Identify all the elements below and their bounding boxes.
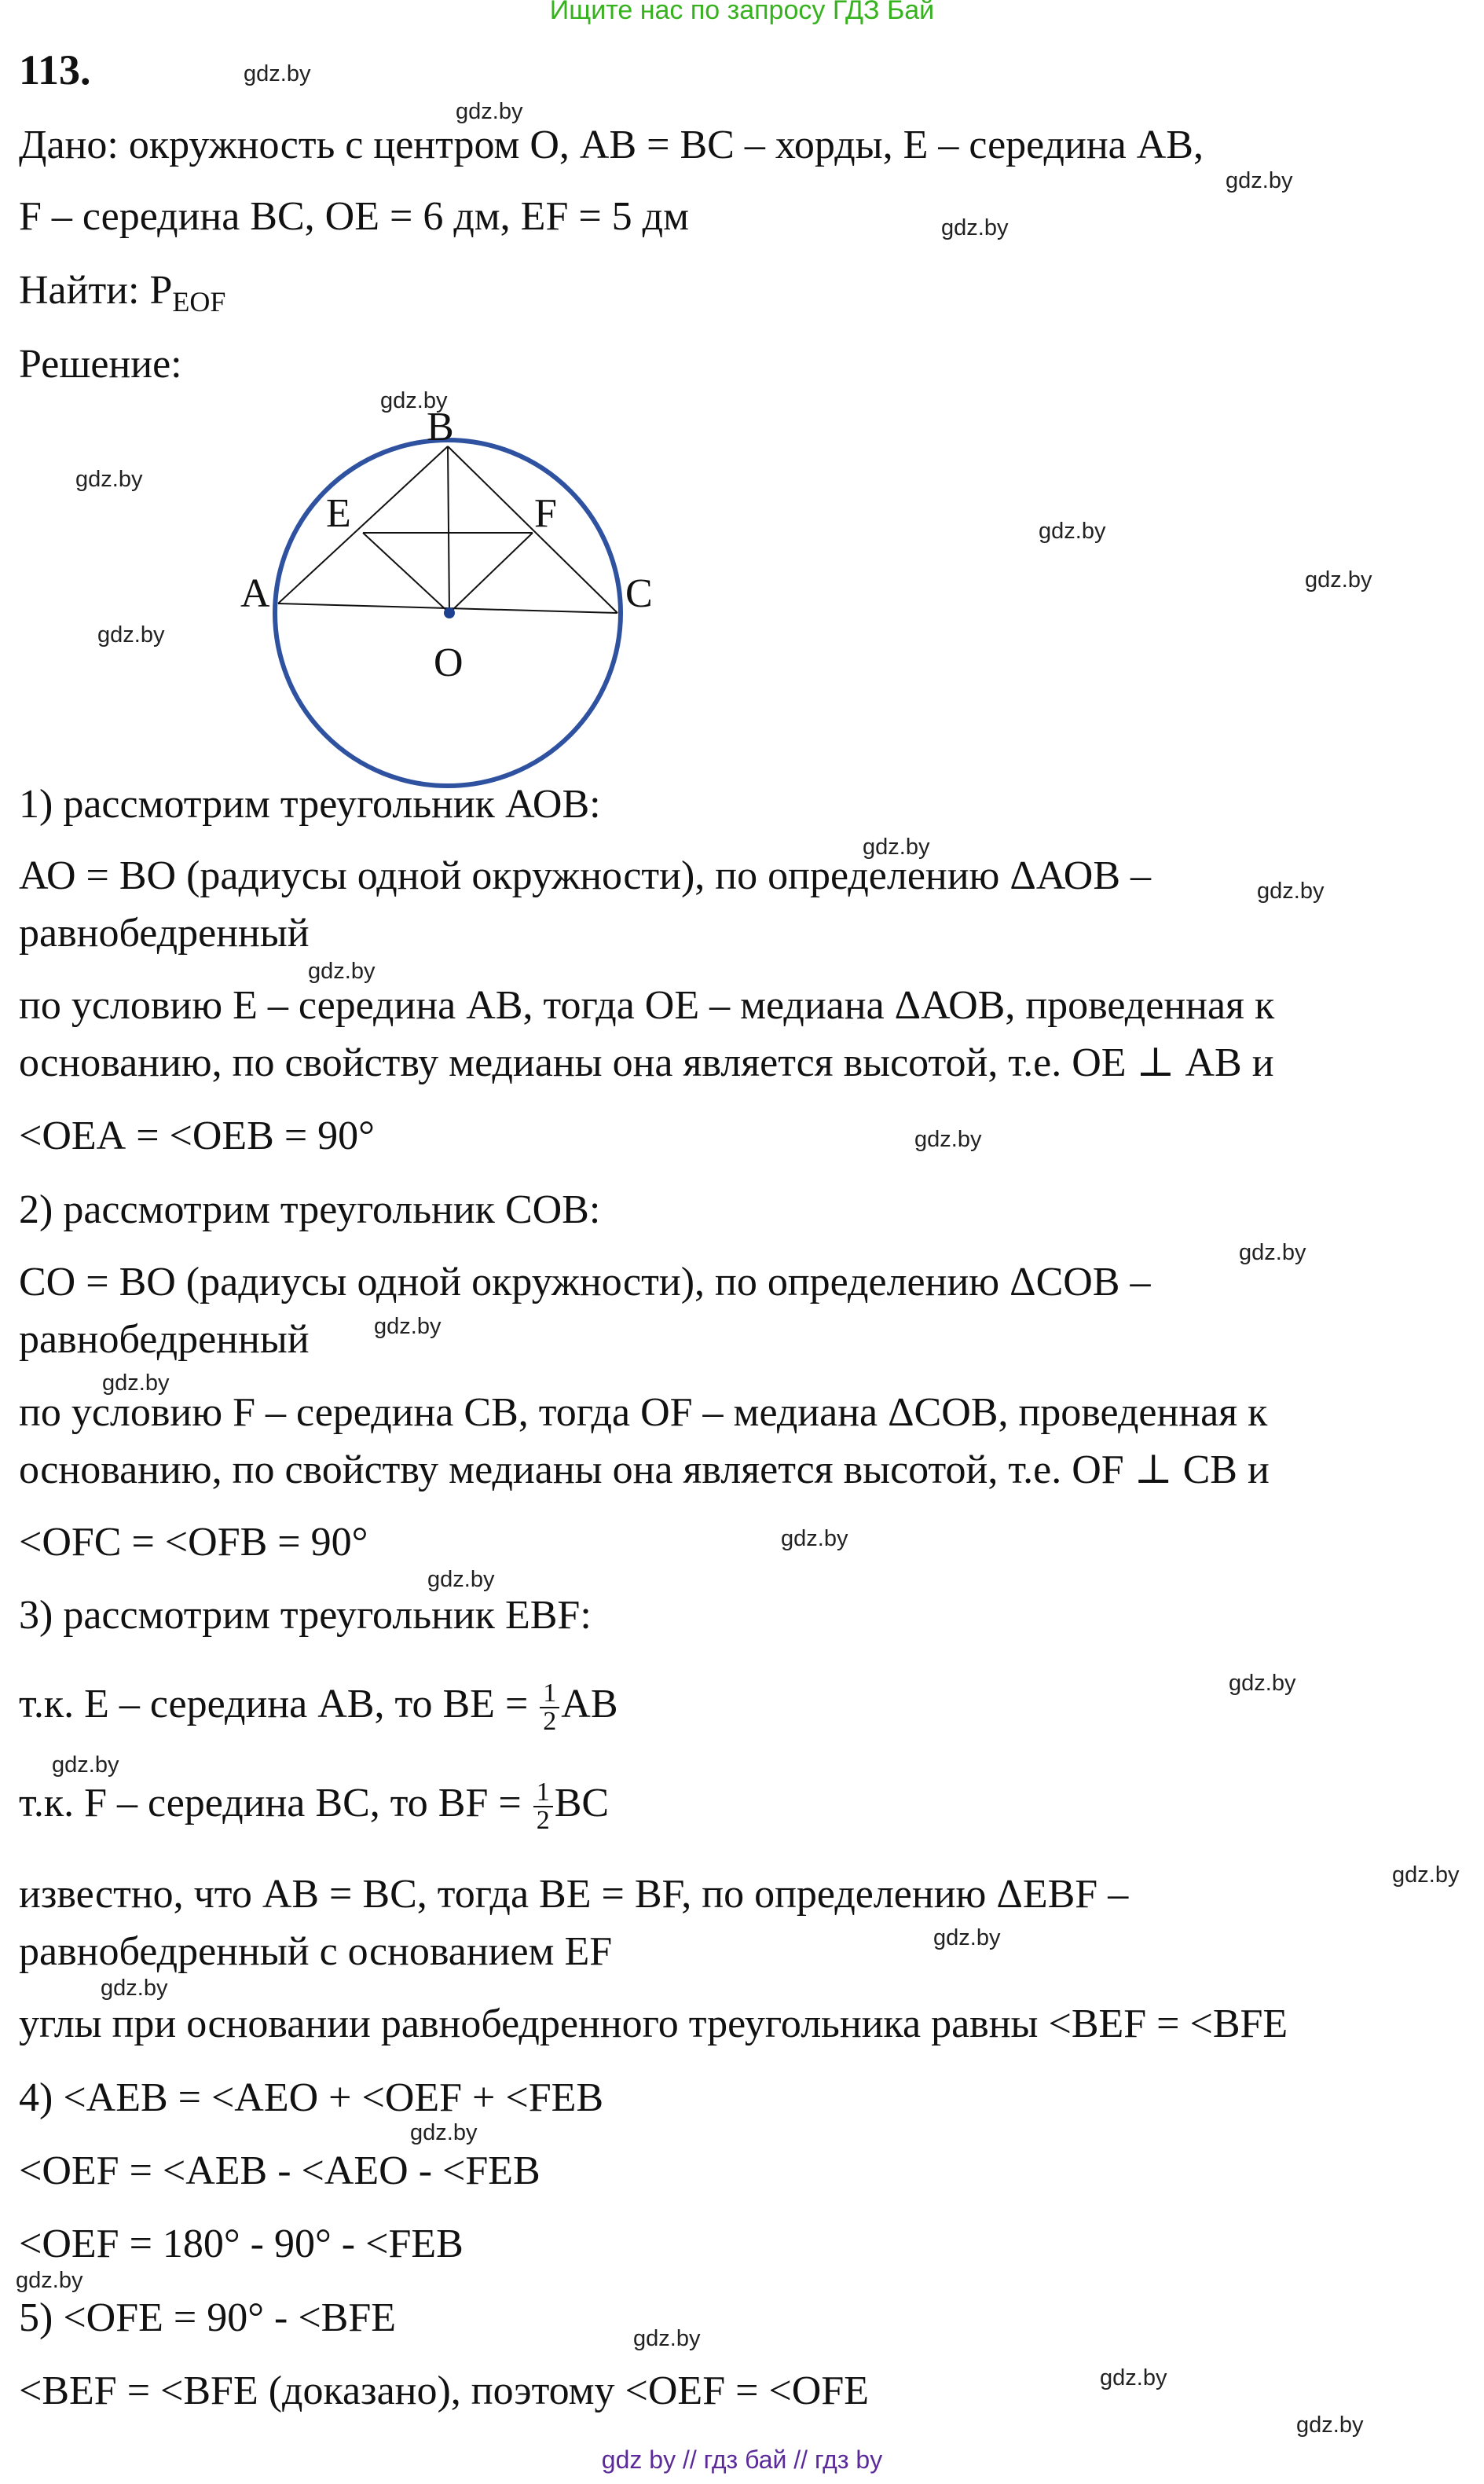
segment-bo (448, 446, 449, 613)
step3-line-1-end: АВ (561, 1681, 618, 1726)
watermark: gdz.by (1229, 1671, 1296, 1696)
watermark: gdz.by (914, 1127, 982, 1152)
label-f: F (534, 491, 557, 536)
watermark: gdz.by (1039, 519, 1106, 544)
step2-line-2: равнобедренный (19, 1317, 310, 1362)
step1-line-3: по условию Е – середина АВ, тогда ОЕ – медиана ΔАОВ, проведенная к (19, 983, 1275, 1028)
step3-line-2-text: т.к. F – середина ВС, то ВF = (19, 1780, 522, 1825)
watermark: gdz.by (374, 1314, 442, 1339)
step4-line-2: <OEF = <AEB - <AEO - <FEB (19, 2148, 540, 2193)
watermark: gdz.by (1226, 168, 1293, 193)
step2-line-4: основанию, по свойству медианы она является высотой, т.е. OF ⊥ CB и (19, 1447, 1270, 1492)
watermark: gdz.by (380, 388, 448, 413)
label-b: B (427, 405, 454, 449)
fraction-half (540, 1680, 559, 1735)
solution-label: Решение: (19, 342, 182, 387)
step3-line-2 (19, 1779, 609, 1834)
watermark: gdz.by (16, 2268, 83, 2293)
watermark: gdz.by (427, 1567, 495, 1592)
step1-line-2: равнобедренный (19, 911, 310, 956)
step5-line-1: 5) <OFE = 90° - <BFE (19, 2295, 397, 2340)
step1-line-1: АО = ВО (радиусы одной окружности), по определению ΔАОВ – (19, 853, 1152, 898)
problem-number: 113. (19, 46, 91, 94)
watermark: gdz.by (863, 835, 930, 860)
watermark: gdz.by (97, 622, 165, 648)
watermark: gdz.by (75, 467, 143, 492)
watermark: gdz.by (410, 2120, 478, 2145)
step3-line-1-text: т.к. Е – середина АВ, то ВЕ = (19, 1681, 529, 1726)
find-subscript: EOF (172, 286, 226, 317)
watermark: gdz.by (781, 1526, 848, 1551)
step3-line-4: равнобедренный с основанием EF (19, 1929, 613, 1974)
label-c: C (625, 571, 653, 616)
watermark: gdz.by (1296, 2412, 1364, 2438)
step1-line-4: основанию, по свойству медианы она является высотой, т.е. ОЕ ⊥ АВ и (19, 1040, 1274, 1085)
watermark: gdz.by (1100, 2365, 1167, 2390)
find-line (19, 267, 225, 325)
step5-line-2: <BEF = <BFE (доказано), поэтому <OEF = <OFE (19, 2368, 869, 2413)
watermark: gdz.by (1239, 1240, 1306, 1265)
label-o: O (434, 640, 464, 685)
step3-line-2-end: ВС (554, 1780, 610, 1825)
step2-line-1: СО = ВО (радиусы одной окружности), по определению ΔСОВ – (19, 1260, 1151, 1304)
segment-of (449, 533, 533, 613)
watermark: gdz.by (633, 2326, 701, 2351)
step4-line-1: 4) <AEB = <AEO + <OEF + <FEB (19, 2075, 604, 2120)
step2-title: 2) рассмотрим треугольник СОВ: (19, 1187, 601, 1232)
watermark: gdz.by (101, 1976, 168, 2001)
step1-line-5: <ОЕА = <ОЕВ = 90° (19, 1114, 375, 1158)
fraction-numerator: 1 (540, 1680, 559, 1708)
watermark: gdz.by (308, 959, 376, 984)
fraction-numerator: 1 (533, 1779, 553, 1807)
find-prefix: Найти: Р (19, 268, 173, 313)
given-line-1: Дано: окружность с центром О, АВ = ВС – хорды, Е – середина АВ, (19, 123, 1204, 167)
step3-line-5: углы при основании равнобедренного треугольника равны <BEF = <BFE (19, 2002, 1288, 2046)
label-e: E (326, 491, 351, 536)
watermark: gdz.by (941, 215, 1009, 240)
chord-bc (448, 446, 617, 613)
search-banner[interactable]: Ищите нас по запросу ГДЗ Бай (549, 0, 935, 25)
fraction-denominator: 2 (536, 1806, 550, 1835)
center-point (444, 607, 455, 618)
watermark: gdz.by (52, 1752, 119, 1778)
step3-line-1 (19, 1680, 618, 1735)
step3-line-3: известно, что АВ = ВС, тогда ВЕ = ВF, по определению ΔЕВF – (19, 1872, 1129, 1917)
footer-links[interactable]: gdz by // гдз бай // гдз by (601, 2445, 883, 2474)
watermark: gdz.by (1305, 567, 1372, 593)
circle-diagram (236, 401, 676, 794)
given-line-2: F – середина ВС, ОЕ = 6 дм, EF = 5 дм (19, 194, 690, 239)
step3-title: 3) рассмотрим треугольник EBF: (19, 1593, 592, 1638)
watermark: gdz.by (1392, 1862, 1460, 1888)
step2-line-3: по условию F – середина СВ, тогда OF – медиана ΔСОВ, проведенная к (19, 1390, 1268, 1435)
watermark: gdz.by (244, 61, 311, 86)
fraction-denominator: 2 (543, 1707, 557, 1736)
watermark: gdz.by (456, 99, 523, 124)
step2-line-5: <OFC = <OFB = 90° (19, 1520, 368, 1565)
step4-line-3: <OEF = 180° - 90° - <FEB (19, 2222, 464, 2266)
watermark: gdz.by (933, 1925, 1001, 1950)
chord-ab (278, 446, 448, 604)
segment-oe (363, 533, 449, 613)
fraction-half (533, 1779, 553, 1834)
label-a: A (240, 571, 270, 616)
step1-title: 1) рассмотрим треугольник АОВ: (19, 782, 601, 827)
watermark: gdz.by (1257, 879, 1325, 904)
watermark: gdz.by (102, 1370, 170, 1396)
